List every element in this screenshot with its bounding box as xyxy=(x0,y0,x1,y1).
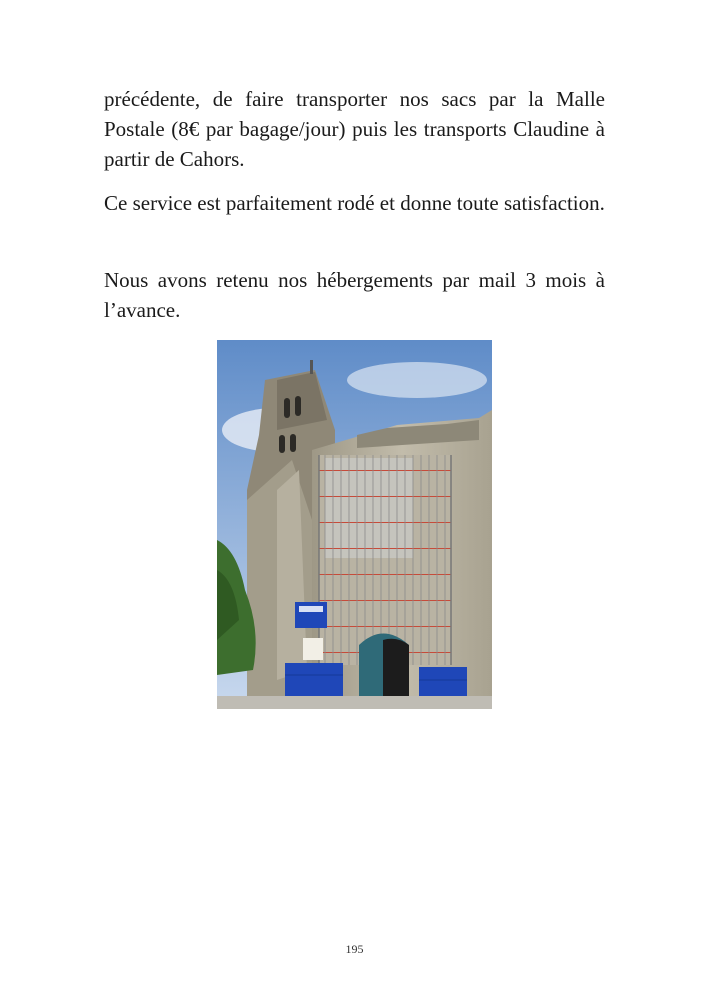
church-photo xyxy=(217,340,492,709)
paragraph-accommodation-booking: Nous avons retenu nos hébergements par mail 3 mois à l’avance. xyxy=(104,268,605,322)
paragraph-luggage-transport: précédente, de faire transporter nos sacs par la Malle Postale (8€ par bagage/jour) puis les transports Claudine à partir de Cahors. xyxy=(104,87,605,171)
paragraph-service-quality: Ce service est parfaitement rodé et donne toute satisfaction. xyxy=(104,191,605,215)
page-number: 195 xyxy=(345,942,364,956)
